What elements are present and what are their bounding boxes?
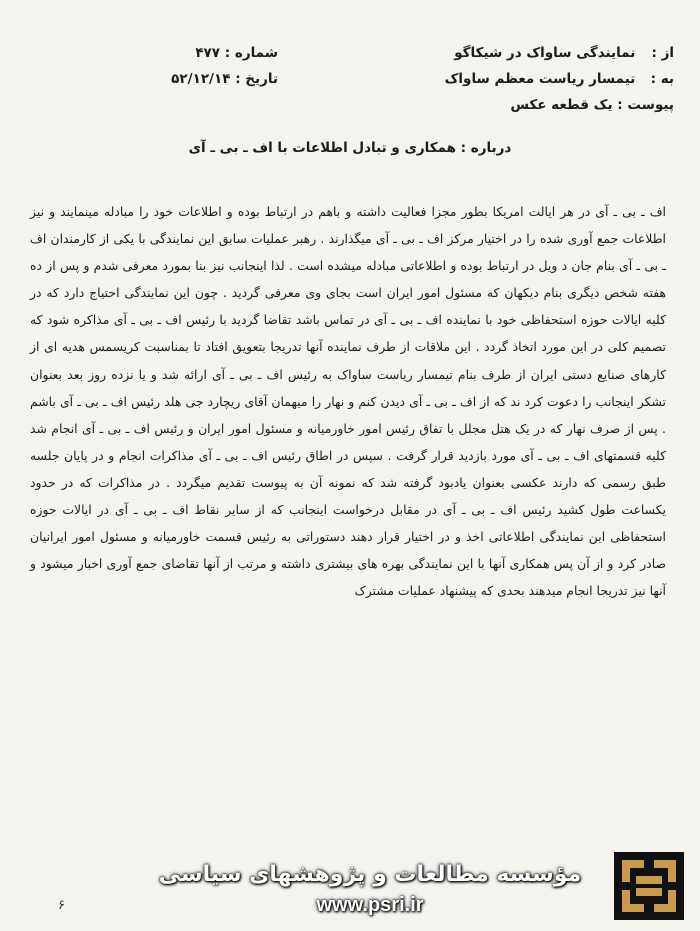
attachment-label: پیوست : — [617, 97, 674, 113]
date-line — [28, 66, 278, 92]
to-label: به : — [650, 71, 674, 87]
date-label: تاریخ : — [235, 71, 278, 87]
publisher-watermark: مؤسسه مطالعات و پژوهشهای سیاسی — [158, 862, 582, 887]
number-line — [28, 40, 278, 66]
number-label: شماره : — [224, 45, 278, 61]
page-mark: ۶ — [58, 898, 65, 913]
subject-line — [140, 140, 560, 156]
website-watermark: www.psri.ir — [316, 894, 424, 916]
attachment-line — [314, 92, 674, 118]
letter-header-meta — [28, 40, 278, 92]
to-value: تیمسار ریاست معظم ساواک — [444, 71, 636, 87]
subject-value: همکاری و تبادل اطلاعات با اف ـ بی ـ آی — [188, 140, 456, 156]
attachment-value: یک قطعه عکس — [510, 97, 613, 113]
from-value: نمایندگی ساواک در شیکاگو — [454, 45, 636, 61]
from-label: از : — [651, 45, 674, 61]
date-value: ۵۲/۱۲/۱۴ — [171, 71, 231, 87]
to-line — [314, 66, 674, 92]
letter-header-addresses — [314, 40, 674, 118]
letter-body: اف ـ بی ـ آی در هر ایالت امریکا بطور مجزا فعالیت داشته و باهم در ارتباط بوده و اطلاعات خود را مبادله مینمایند و نیز اطلاعات جمع آوری شده را در اختیار مرکز اف ـ بی ـ آی میگذارند . رهبر عملیات سابق این نمایندگی با یکی از کارمندان اف ـ بی ـ آی بنام جان د ویل در ارتباط بوده و اطلاعاتی مبادله میشده است . لذا اینجانب نیز بنا بمورد معرفی شدم و پس از ده هفته شخص دیگری بنام دیکهان که مسئول امور ایران است بجای وی معرفی گردید . چون این نمایندگی احتیاج دارد که در کلیه ایالات حوزه استحفاظی خود با نماینده اف ـ بی ـ آی در تماس باشد تقاضا گردید با رئیس اف ـ بی ـ آی مذاکره شود که تصمیم کلی در این مورد اتخاذ گردد . این ملاقات از طرف نماینده آنها تدریجا بتعویق افتاد تا بمناسبت کریسمس هدیه ای از کارهای صنایع دستی ایران از طرف بنام تیمسار ریاست ساواک به رئیس اف ـ بی ـ آی ارائه شد و یا نزده روز بعد بعنوان تشکر اینجانب را دعوت کرد ند که از اف ـ بی ـ آی دیدن کنم و نهار را میهمان آقای ریچارد جی هلد رئیس اف ـ بی ـ آی باشم . پس از صرف نهار که در یک هتل مجلل با تفاق رئیس امور خاورمیانه و مسئول امور ایران و رئیس اف ـ بی ـ آی انجام شد کلیه قسمتهای اف ـ بی ـ آی مورد بازدید قرار گرفت . سپس در اطاق رئیس اف ـ بی ـ آی مذاکرات انجام و در پایان جلسه طبق رسمی که دارند عکسی بعنوان یادبود گرفته شد که نمونه آن به پیوست تقدیم میگردد . در مذاکرات که در حدود یکساعت طول کشید رئیس اف ـ بی ـ آی در مقابل درخواست اینجانب که از سایر نقاط اف ـ بی ـ آی در ایالات حوزه استحفاظی این نمایندگی اطلاعاتی اخذ و در اختیار قرار دهند دستوراتی به رئیس قسمت خاورمیانه و مسئول امور ایرانیان صادر کرد و از آن پس همکاری آنها با این نمایندگی بهره های بیشتری داشته و مرتب از آنها تقاضای جمع آوری اخبار میشود و آنها نیز تدریجا انجام میدهند بحدی که پیشنهاد عملیات مشترک — [30, 204, 666, 599]
publisher-logo-icon — [614, 852, 684, 920]
from-line — [314, 40, 674, 66]
number-value: ۴۷۷ — [195, 45, 221, 61]
subject-label: درباره : — [460, 140, 512, 156]
